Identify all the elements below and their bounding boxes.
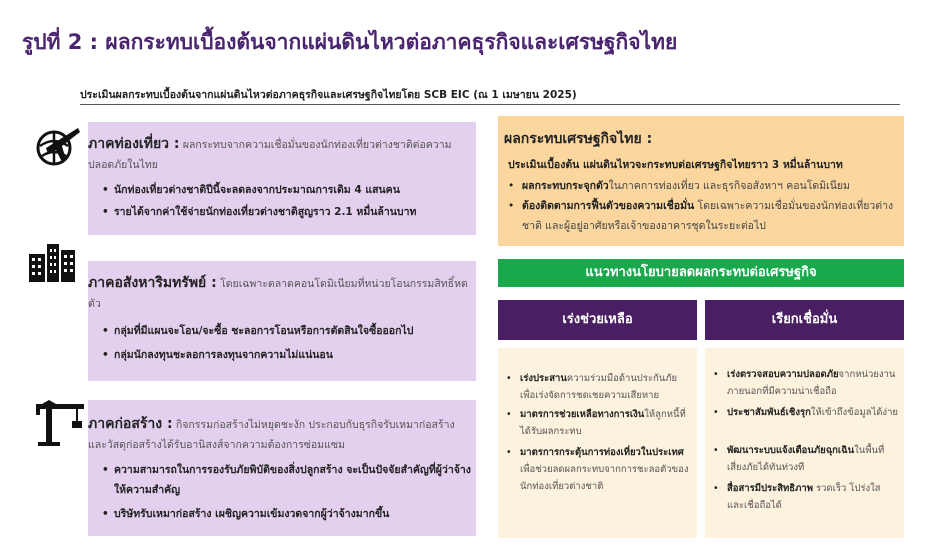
policy-heading: แนวทางนโยบายลดผลกระทบต่อเศรษฐกิจ xyxy=(498,259,904,287)
economic-impact-title: ผลกระทบเศรษฐกิจไทย : xyxy=(504,131,653,147)
economic-impact-bullet: • ต้องติดตามการฟื้นตัวของความเชื่อมั่น โดยเฉพาะความเชื่อมั่นของนักท่องเที่ยวต่างชาติ และผู้อยู่อาศัยหรือเจ้าของอาคารชุดในระยะต่อไป xyxy=(508,196,900,236)
sector-description: ผลกระทบจากความเชื่อมั่นของนักท่องเที่ยวต่างชาติต่อความปลอดภัยในไทย xyxy=(88,139,452,171)
sector-bullet: • ความสามารถในการรองรับภัยพิบัติของสิ่งปลูกสร้าง จะเป็นปัจจัยสำคัญที่ผู้ว่าจ้างให้ความสำคัญ xyxy=(102,460,472,500)
sector-bullet: • รายได้จากค่าใช้จ่ายนักท่องเที่ยวต่างชาติสูญราว 2.1 หมื่นล้านบาท xyxy=(102,202,472,222)
economic-impact-bullet: • ผลกระทบกระจุกตัวในภาคการท่องเที่ยว และธุรกิจอสังหาฯ คอนโดมิเนียม xyxy=(508,176,900,196)
sector-panel-construction xyxy=(88,400,476,536)
sector-panel-tourism xyxy=(88,122,476,235)
sector-name: ภาคอสังหาริมทรัพย์ : xyxy=(88,275,217,291)
sector-description: กิจกรรมก่อสร้างไม่หยุดชะงัก ประกอบกับธุรกิจรับเหมาก่อสร้าง และวัสดุก่อสร้างได้รับอานิสงส์จากความต้องการซ่อมแซม xyxy=(88,419,455,451)
economic-impact-estimate: ประเมินเบื้องต้น แผ่นดินไหวจะกระทบต่อเศรษฐกิจไทยราว 3 หมื่นล้านบาท xyxy=(508,159,843,171)
policy-item: • พัฒนาระบบแจ้งเตือนภัยฉุกเฉินในพื้นที่เสี่ยงภัยได้ทันท่วงที xyxy=(713,442,899,476)
sector-name: ภาคก่อสร้าง : xyxy=(88,416,173,432)
page-title: รูปที่ 2 : ผลกระทบเบื้องต้นจากแผ่นดินไหวต่อภาคธุรกิจและเศรษฐกิจไทย xyxy=(22,30,678,54)
policy-column-assist xyxy=(498,348,697,538)
policy-column-header-assist: เร่งช่วยเหลือ xyxy=(498,300,697,340)
policy-item: • เร่งประสานความร่วมมือด้านประกันภัยเพื่อเร่งจัดการชดเชยความเสียหาย xyxy=(506,370,692,404)
sector-description: โดยเฉพาะตลาดคอนโดมิเนียมที่หน่วยโอนกรรมสิทธิ์หดตัว xyxy=(88,278,468,310)
divider xyxy=(80,104,900,105)
policy-column-header-confidence: เรียกเชื่อมั่น xyxy=(705,300,904,340)
sector-bullet: • กลุ่มนักลงทุนชะลอการลงทุนจากความไม่แน่นอน xyxy=(102,345,472,365)
policy-item: • มาตรการกระตุ้นการท่องเที่ยวในประเทศ เพื่อช่วยลดผลกระทบจากการชะลอตัวของนักท่องเที่ยวต่างชาติ xyxy=(506,444,692,495)
buildings-icon xyxy=(27,244,77,282)
policy-item: • มาตรการช่วยเหลือทางการเงินให้ลูกหนี้ที่ได้รับผลกระทบ xyxy=(506,406,692,440)
policy-item: • สื่อสารมีประสิทธิภาพ รวดเร็ว โปร่งใส และเชื่อถือได้ xyxy=(713,480,899,514)
sector-panel-real-estate xyxy=(88,261,476,381)
policy-column-confidence xyxy=(705,348,904,538)
sector-bullet: • นักท่องเที่ยวต่างชาติปีนี้จะลดลงจากประมาณการเดิม 4 แสนคน xyxy=(102,180,472,200)
airplane-globe-icon xyxy=(32,122,82,168)
policy-item: • เร่งตรวจสอบความปลอดภัยจากหน่วยงานภายนอกที่มีความน่าเชื่อถือ xyxy=(713,366,899,400)
construction-crane-icon xyxy=(34,400,86,446)
sector-bullet: • บริษัทรับเหมาก่อสร้าง เผชิญความเข้มงวดจากผู้ว่าจ้างมากขึ้น xyxy=(102,504,472,524)
policy-item: • ประชาสัมพันธ์เชิงรุกให้เข้าถึงข้อมูลได้ง่าย xyxy=(713,404,899,421)
sector-bullet: • กลุ่มที่มีแผนจะโอน/จะซื้อ ชะลอการโอนหรือการตัดสินใจซื้อออกไป xyxy=(102,321,472,341)
figure-subtitle: ประเมินผลกระทบเบื้องต้นจากแผ่นดินไหวต่อภาคธุรกิจและเศรษฐกิจไทยโดย SCB EIC (ณ 1 เมษายน 2025) xyxy=(80,89,577,101)
economic-impact-panel xyxy=(498,116,904,246)
sector-name: ภาคท่องเที่ยว : xyxy=(88,136,180,152)
